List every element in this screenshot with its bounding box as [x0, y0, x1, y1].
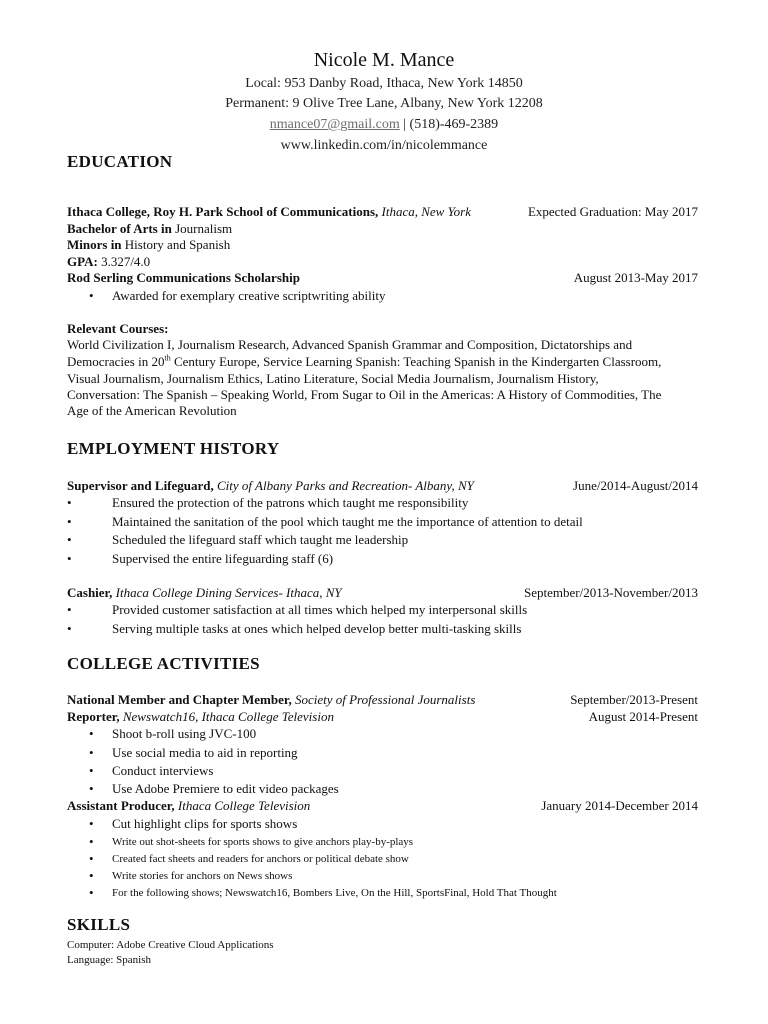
skills-heading: SKILLS [67, 915, 131, 934]
activity-duty: For the following shows; Newswatch16, Bombers Live, On the Hill, SportsFinal, Hold That Thought [112, 887, 557, 899]
bullet-icon: • [89, 763, 94, 778]
computer-skills: Computer: Adobe Creative Cloud Applications [67, 939, 274, 951]
activity-organization: Society of Professional Journalists [291, 692, 476, 707]
phone-number: (518)-469-2389 [409, 117, 499, 132]
courses-line [67, 354, 661, 371]
bullet-icon: • [89, 851, 94, 866]
job-title: Supervisor and Lifeguard, [67, 478, 214, 493]
job-title-line [67, 585, 342, 602]
activity-duty: Write out shot-sheets for sports shows to give anchors play-by-plays [112, 836, 414, 848]
job-duty: Serving multiple tasks at ones which helped develop better multi-tasking skills [112, 621, 522, 636]
job-title: Cashier, [67, 585, 113, 600]
gpa-line [67, 254, 150, 271]
bullet-icon: • [89, 868, 94, 883]
permanent-address: Permanent: 9 Olive Tree Lane, Albany, New York 12208 [225, 96, 543, 111]
ordinal-suffix: th [164, 353, 171, 363]
activity-duty: Use Adobe Premiere to edit video packages [112, 781, 339, 796]
education-heading: EDUCATION [67, 152, 173, 171]
bullet-icon: • [67, 602, 72, 617]
employment-heading: EMPLOYMENT HISTORY [67, 439, 280, 458]
school-line [67, 204, 471, 221]
activity-duty: Cut highlight clips for sports shows [112, 816, 298, 831]
activity-organization: Newswatch16, Ithaca College Television [119, 709, 334, 724]
courses-line-part: Democracies in 20 [67, 354, 165, 369]
activity-duty: Use social media to aid in reporting [112, 745, 298, 760]
degree-value: Journalism [171, 221, 233, 236]
bullet-icon: • [89, 781, 94, 796]
activity-title: Assistant Producer, [67, 798, 175, 813]
job-dates: September/2013-November/2013 [523, 585, 698, 600]
applicant-name: Nicole M. Mance [313, 49, 455, 71]
courses-line: Visual Journalism, Journalism Ethics, Latino Literature, Social Media Journalism, Journalism History, [67, 371, 599, 386]
activity-title-line [67, 692, 475, 709]
gpa-value: 3.327/4.0 [97, 254, 151, 269]
minors-value: History and Spanish [121, 237, 231, 252]
activity-title: National Member and Chapter Member, [67, 692, 292, 707]
email-link[interactable]: nmance07@gmail.com [269, 117, 400, 132]
linkedin-url[interactable]: www.linkedin.com/in/nicolemmance [280, 138, 488, 153]
activity-duty: Created fact sheets and readers for anchors or political debate show [112, 853, 409, 865]
bullet-icon: • [89, 834, 94, 849]
contact-separator: | [399, 117, 410, 132]
minors-line [67, 237, 230, 254]
bullet-icon: • [67, 532, 72, 547]
bullet-icon: • [89, 726, 94, 741]
activity-duty: Conduct interviews [112, 763, 214, 778]
bullet-icon: • [89, 288, 94, 303]
minors-label: Minors in [67, 237, 122, 252]
bullet-icon: • [67, 514, 72, 529]
graduation-date: Expected Graduation: May 2017 [527, 204, 698, 219]
local-address: Local: 953 Danby Road, Ithaca, New York 14850 [245, 76, 523, 91]
job-organization: Ithaca College Dining Services- Ithaca, NY [112, 585, 342, 600]
bullet-icon: • [67, 621, 72, 636]
activity-title-line [67, 709, 334, 726]
courses-line: World Civilization I, Journalism Research, Advanced Spanish Grammar and Composition, Dictatorships and [67, 337, 633, 352]
job-organization: City of Albany Parks and Recreation- Albany, NY [213, 478, 474, 493]
courses-line: Conversation: The Spanish – Speaking World, From Sugar to Oil in the Americas: A History of Commodities, The [67, 387, 662, 402]
job-duty: Ensured the protection of the patrons which taught me responsibility [112, 495, 469, 510]
job-title-line [67, 478, 474, 495]
degree-line [67, 221, 232, 238]
activity-dates: August 2014-Present [588, 709, 698, 724]
school-name: Ithaca College, Roy H. Park School of Communications, [67, 204, 379, 219]
scholarship-name: Rod Serling Communications Scholarship [67, 270, 300, 285]
activity-dates: September/2013-Present [570, 692, 698, 707]
gpa-label: GPA: [67, 254, 98, 269]
school-location: Ithaca, New York [378, 204, 471, 219]
bullet-icon: • [89, 745, 94, 760]
bullet-icon: • [89, 885, 94, 900]
job-duty: Provided customer satisfaction at all times which helped my interpersonal skills [112, 602, 528, 617]
courses-line: Age of the American Revolution [67, 403, 237, 418]
courses-label: Relevant Courses: [67, 321, 169, 336]
job-dates: June/2014-August/2014 [573, 478, 698, 493]
bullet-icon: • [89, 816, 94, 831]
job-duty: Scheduled the lifeguard staff which taught me leadership [112, 532, 409, 547]
activities-heading: COLLEGE ACTIVITIES [67, 654, 260, 673]
degree-label: Bachelor of Arts in [67, 221, 172, 236]
scholarship-bullet: Awarded for exemplary creative scriptwriting ability [112, 288, 386, 303]
job-duty: Maintained the sanitation of the pool which taught me the importance of attention to detail [112, 514, 583, 529]
contact-line [0, 116, 768, 134]
bullet-icon: • [67, 495, 72, 510]
activity-duty: Write stories for anchors on News shows [112, 870, 293, 882]
activity-title-line [67, 798, 310, 815]
activity-duty: Shoot b-roll using JVC-100 [112, 726, 257, 741]
courses-line-part: Century Europe, Service Learning Spanish: Teaching Spanish in the Kindergarten Classroom, [170, 354, 662, 369]
activity-title: Reporter, [67, 709, 120, 724]
language-skills: Language: Spanish [67, 954, 152, 966]
activity-dates: January 2014-December 2014 [541, 798, 698, 813]
activity-organization: Ithaca College Television [174, 798, 311, 813]
scholarship-dates: August 2013-May 2017 [573, 270, 698, 285]
bullet-icon: • [67, 551, 72, 566]
job-duty: Supervised the entire lifeguarding staff (6) [112, 551, 334, 566]
